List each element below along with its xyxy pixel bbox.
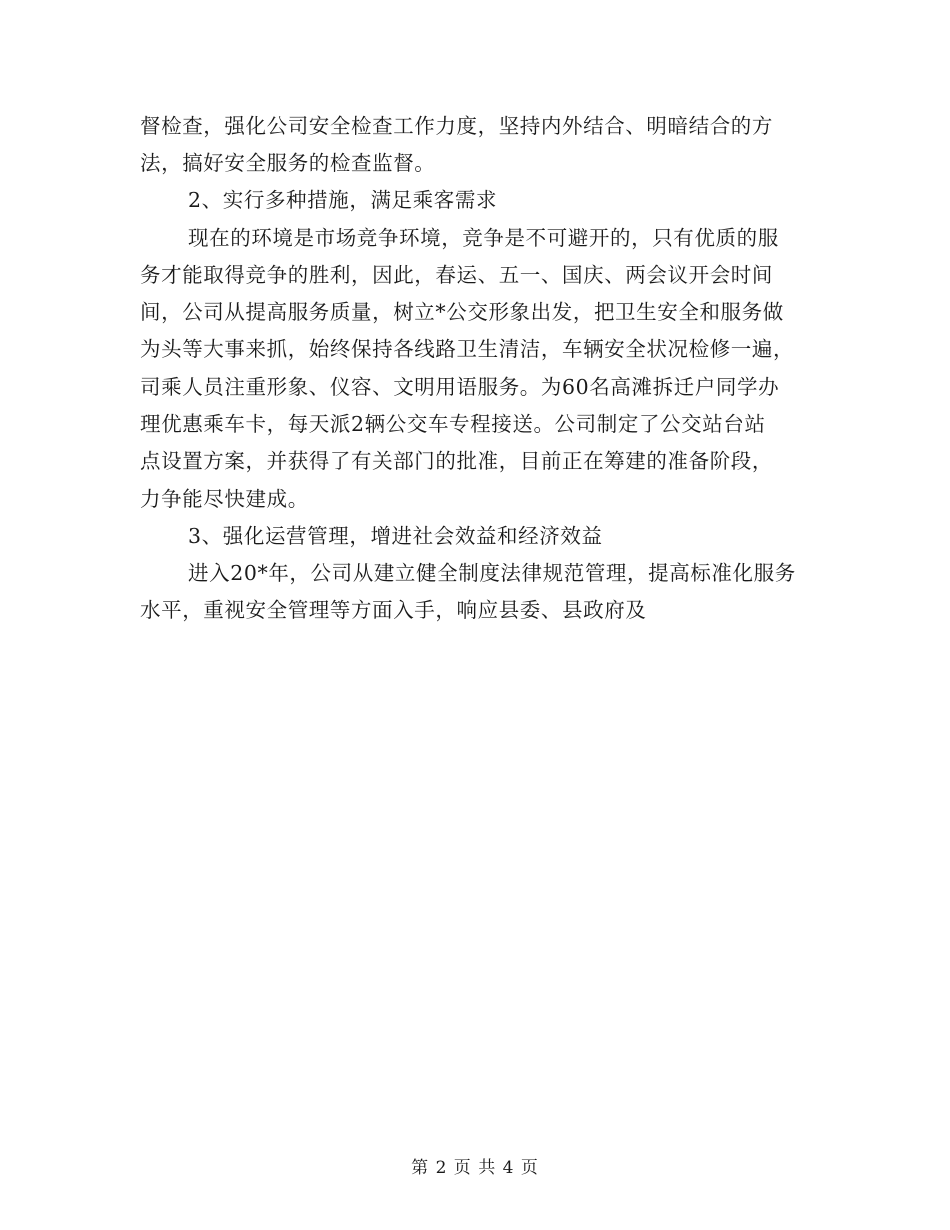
section-heading: 2、实行多种措施，满足乘客需求 <box>188 188 498 212</box>
body-text-line: 理优惠乘车卡，每天派2辆公交车专程接送。公司制定了公交站台站 <box>140 412 766 436</box>
page-number-footer: 第 2 页 共 4 页 <box>411 1158 539 1178</box>
body-text-line: 现在的环境是市场竞争环境，竞争是不可避开的，只有优质的服 <box>188 226 779 250</box>
body-text-line: 间，公司从提高服务质量，树立*公交形象出发，把卫生安全和服务做 <box>140 300 784 324</box>
body-text-line: 务才能取得竞争的胜利，因此，春运、五一、国庆、两会议开会时间 <box>140 263 773 287</box>
body-text-line: 督检查，强化公司安全检查工作力度，坚持内外结合、明暗结合的方 <box>140 114 773 138</box>
body-text-line: 进入20*年，公司从建立健全制度法律规范管理，提高标准化服务 <box>188 561 796 585</box>
body-text-line: 法，搞好安全服务的检查监督。 <box>140 151 436 175</box>
section-heading: 3、强化运营管理，增进社会效益和经济效益 <box>188 524 603 548</box>
body-text-line: 为头等大事来抓，始终保持各线路卫生清洁，车辆安全状况检修一遍， <box>140 337 795 361</box>
body-text-line: 水平，重视安全管理等方面入手，响应县委、县政府及 <box>140 598 647 622</box>
body-text-line: 司乘人员注重形象、仪容、文明用语服务。为60名高滩拆迁户同学办 <box>140 375 780 399</box>
body-text-line: 点设置方案，并获得了有关部门的批准，目前正在筹建的准备阶段， <box>140 449 773 473</box>
body-text-line: 力争能尽快建成。 <box>140 487 309 511</box>
